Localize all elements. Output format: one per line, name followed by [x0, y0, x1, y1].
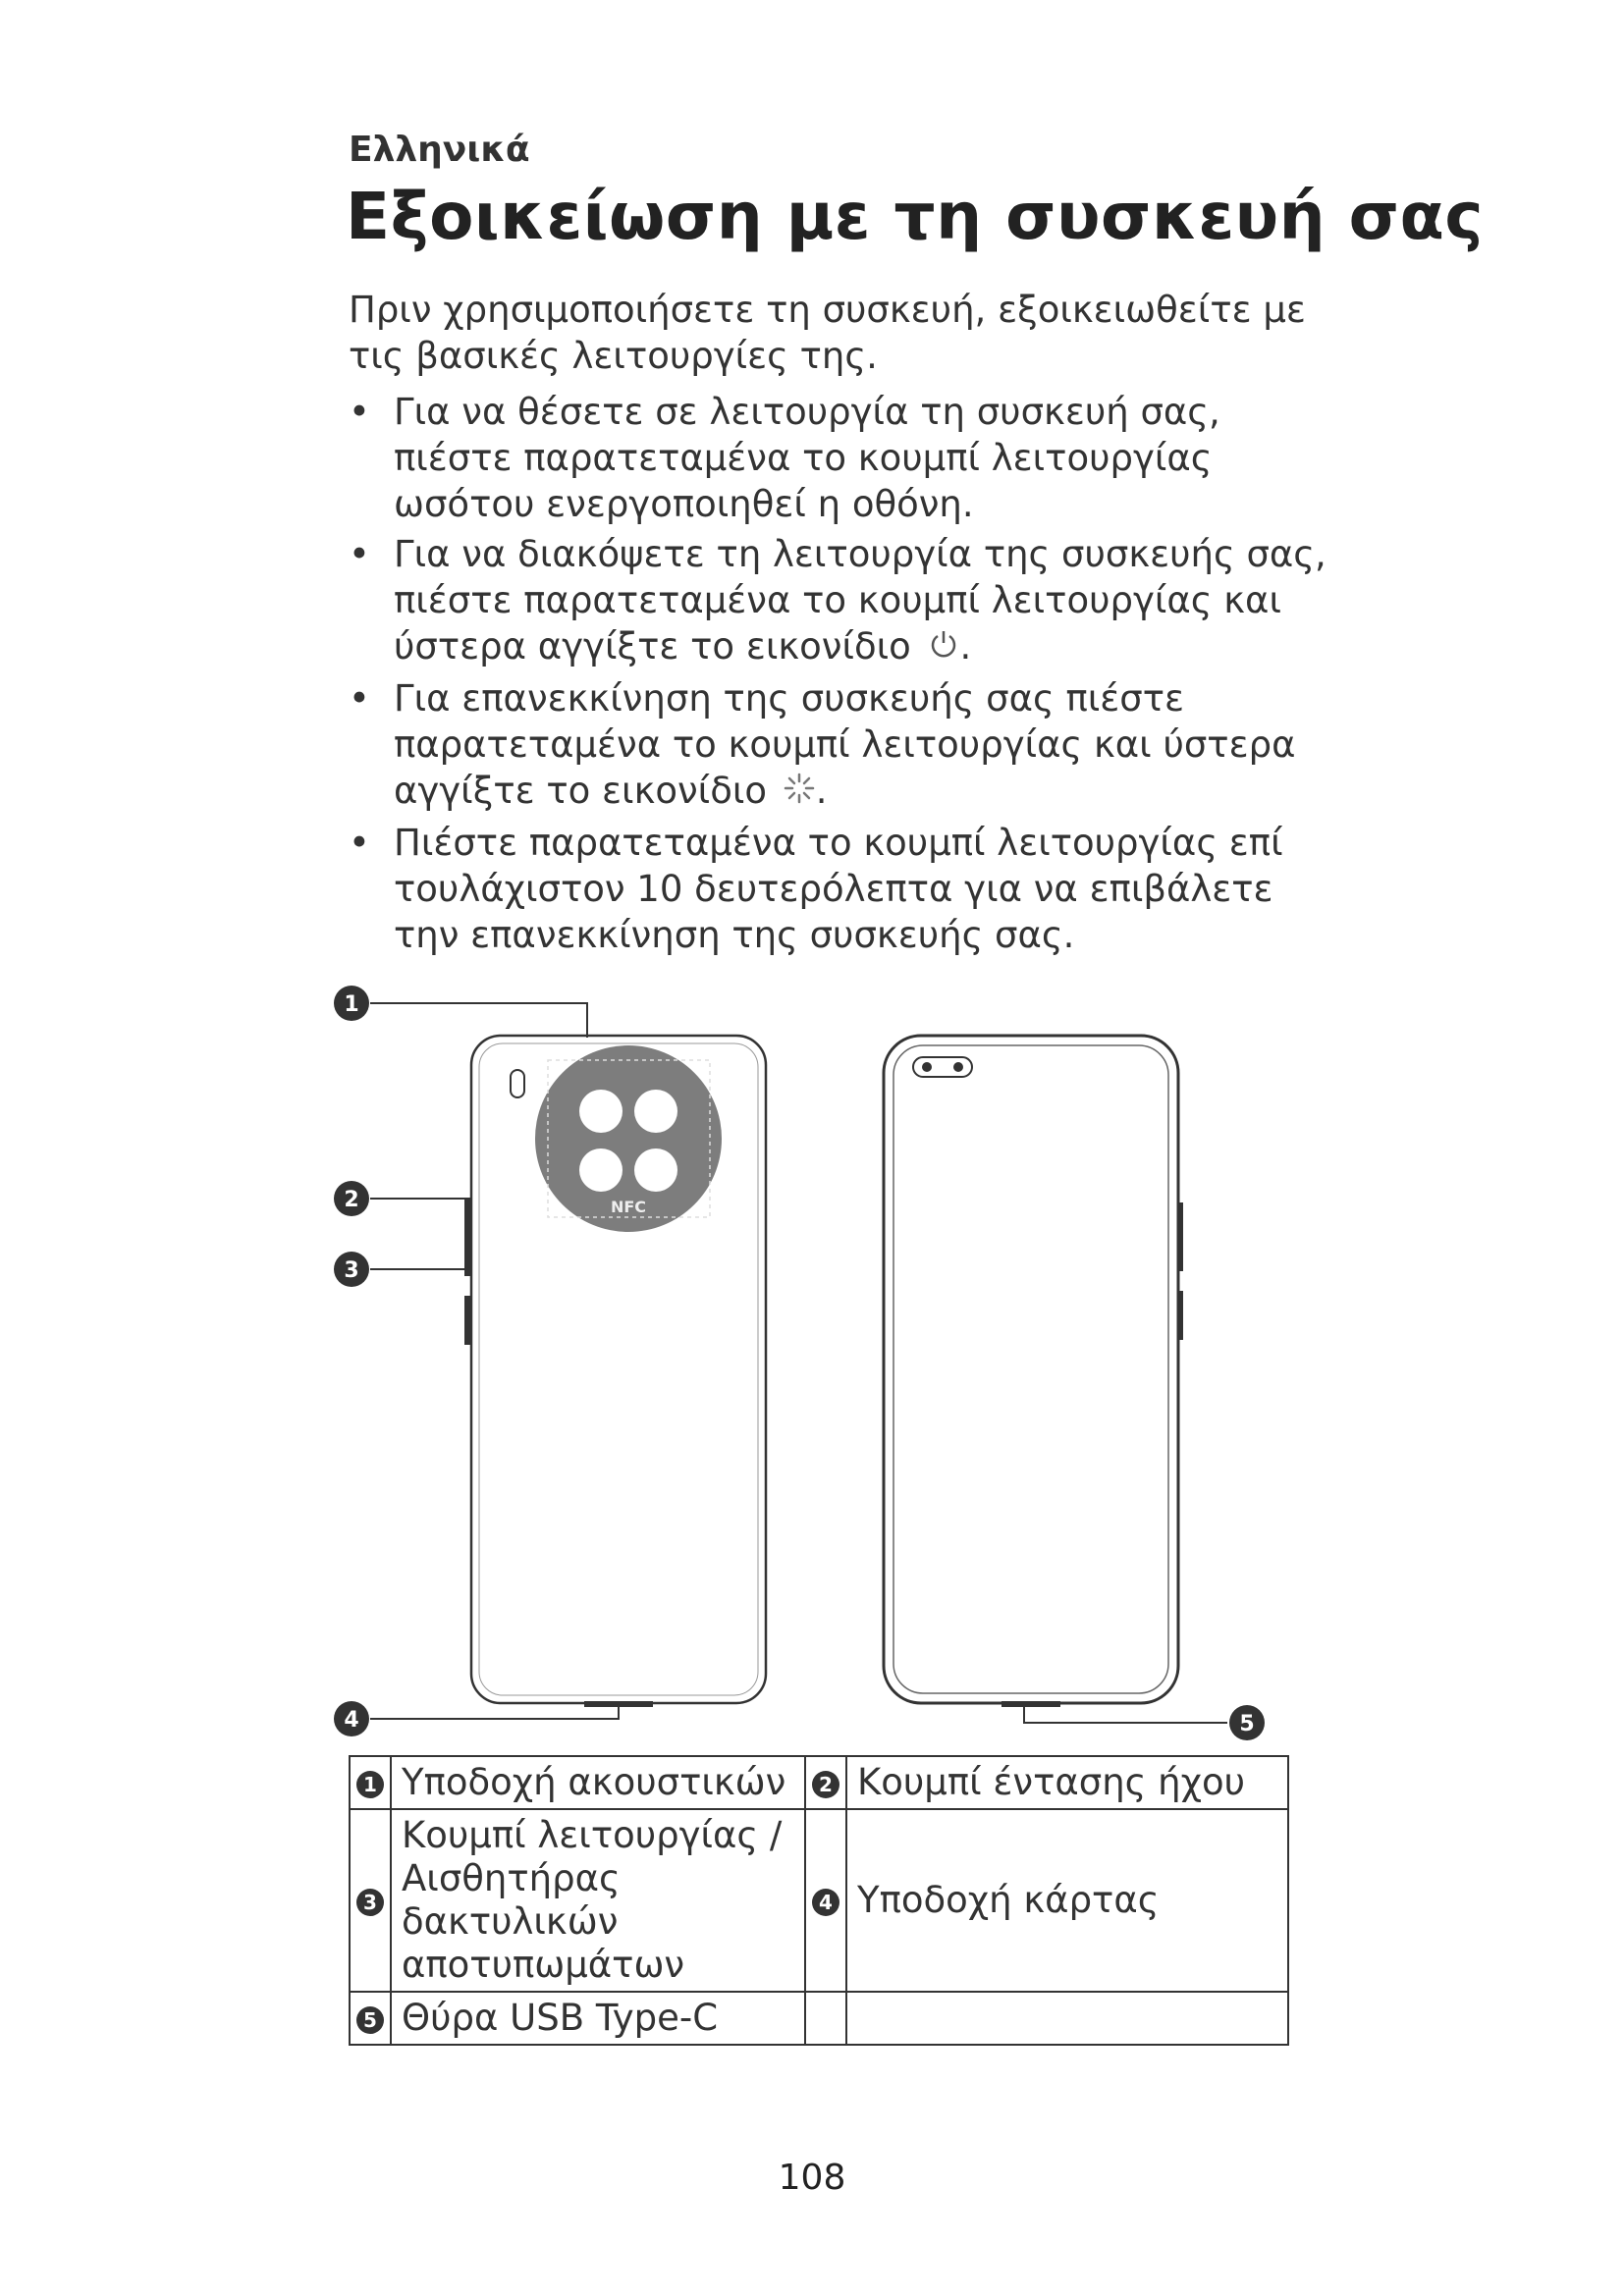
svg-text:2: 2 — [344, 1188, 359, 1212]
page-number: 108 — [778, 2158, 846, 2198]
power-button-shape — [464, 1296, 472, 1345]
table-row — [350, 1809, 1288, 1992]
usb-port-shape — [1001, 1701, 1060, 1707]
page-title: Εξοικείωση με τη συσκευή σας — [346, 179, 1484, 254]
table-row — [350, 1756, 1288, 1809]
list-item: • Για επανεκκίνηση της συσκευής σας πιέστε παρατεταμένα το κουμπί λειτουργίας και ύστερα αγγίξτε το εικονίδιο . — [349, 675, 1330, 816]
bullet-text: • Για να θέσετε σε λειτουργία τη συσκευή σας, πιέστε παρατεταμένα το κουμπί λειτουργίας ωσότου ενεργοποιηθεί η οθόνη. — [394, 391, 1220, 525]
camera-lens — [579, 1148, 623, 1192]
bullet-text: Για επανεκκίνηση της συσκευής σας πιέστε παρατεταμένα το κουμπί λειτουργίας και ύστερα αγγίξτε το εικονίδιο — [394, 677, 1296, 812]
row-badge: 5 — [356, 2006, 384, 2034]
table-row — [350, 1992, 1288, 2045]
camera-lens — [634, 1090, 677, 1133]
instruction-list — [349, 389, 1330, 962]
table-cell: Υποδοχή κάρτας — [846, 1809, 1288, 1992]
callout-1 — [334, 986, 369, 1021]
table-cell: Κουμπί λειτουργίας / Αισθητήρας δακτυλικών αποτυπωμάτων — [391, 1809, 805, 1992]
device-diagram — [334, 977, 1306, 1752]
table-cell: Θύρα USB Type-C — [391, 1992, 805, 2045]
svg-text:5: 5 — [1239, 1712, 1255, 1736]
list-item — [349, 820, 1330, 958]
svg-text:3: 3 — [344, 1258, 359, 1283]
bullet-text: Για να διακόψετε τη λειτουργία της συσκευής σας, πιέστε παρατεταμένα το κουμπί λειτουργίας και ύστερα αγγίξτε το εικονίδιο — [394, 533, 1326, 667]
list-item — [349, 389, 1330, 527]
callout-3 — [334, 1252, 369, 1287]
row-badge: 3 — [356, 1889, 384, 1916]
phone-front-outline — [884, 1036, 1178, 1703]
callout-4 — [334, 1701, 369, 1736]
svg-text:4: 4 — [344, 1708, 359, 1733]
camera-lens — [634, 1148, 677, 1192]
svg-text:1: 1 — [344, 992, 359, 1017]
power-icon — [927, 625, 960, 671]
nfc-label: NFC — [610, 1198, 647, 1216]
restart-icon — [783, 770, 816, 816]
table-cell: Κουμπί έντασης ήχου — [846, 1756, 1288, 1809]
language-label: Ελληνικά — [349, 130, 530, 170]
bullet-text: • Πιέστε παρατεταμένα το κουμπί λειτουργίας επί τουλάχιστον 10 δευτερόλεπτα για να επιβάλετε την επανεκκίνηση της συσκευής σας. — [394, 822, 1283, 956]
flash-shape — [511, 1070, 524, 1097]
volume-button-shape — [464, 1198, 472, 1276]
table-cell — [846, 1992, 1288, 2045]
callout-2 — [334, 1181, 369, 1216]
row-badge: 2 — [812, 1771, 839, 1798]
intro-paragraph: Πριν χρησιμοποιήσετε τη συσκευή, εξοικειωθείτε με τις βασικές λειτουργίες της. — [349, 289, 1306, 377]
list-item: • Για να διακόψετε τη λειτουργία της συσκευής σας, πιέστε παρατεταμένα το κουμπί λειτουργίας και ύστερα αγγίξτε το εικονίδιο . — [349, 531, 1330, 671]
callout-5 — [1229, 1705, 1265, 1740]
row-badge: 4 — [812, 1889, 839, 1916]
table-cell: Υποδοχή ακουστικών — [391, 1756, 805, 1809]
parts-table — [349, 1755, 1289, 2046]
row-badge: 1 — [356, 1771, 384, 1798]
camera-lens — [579, 1090, 623, 1133]
